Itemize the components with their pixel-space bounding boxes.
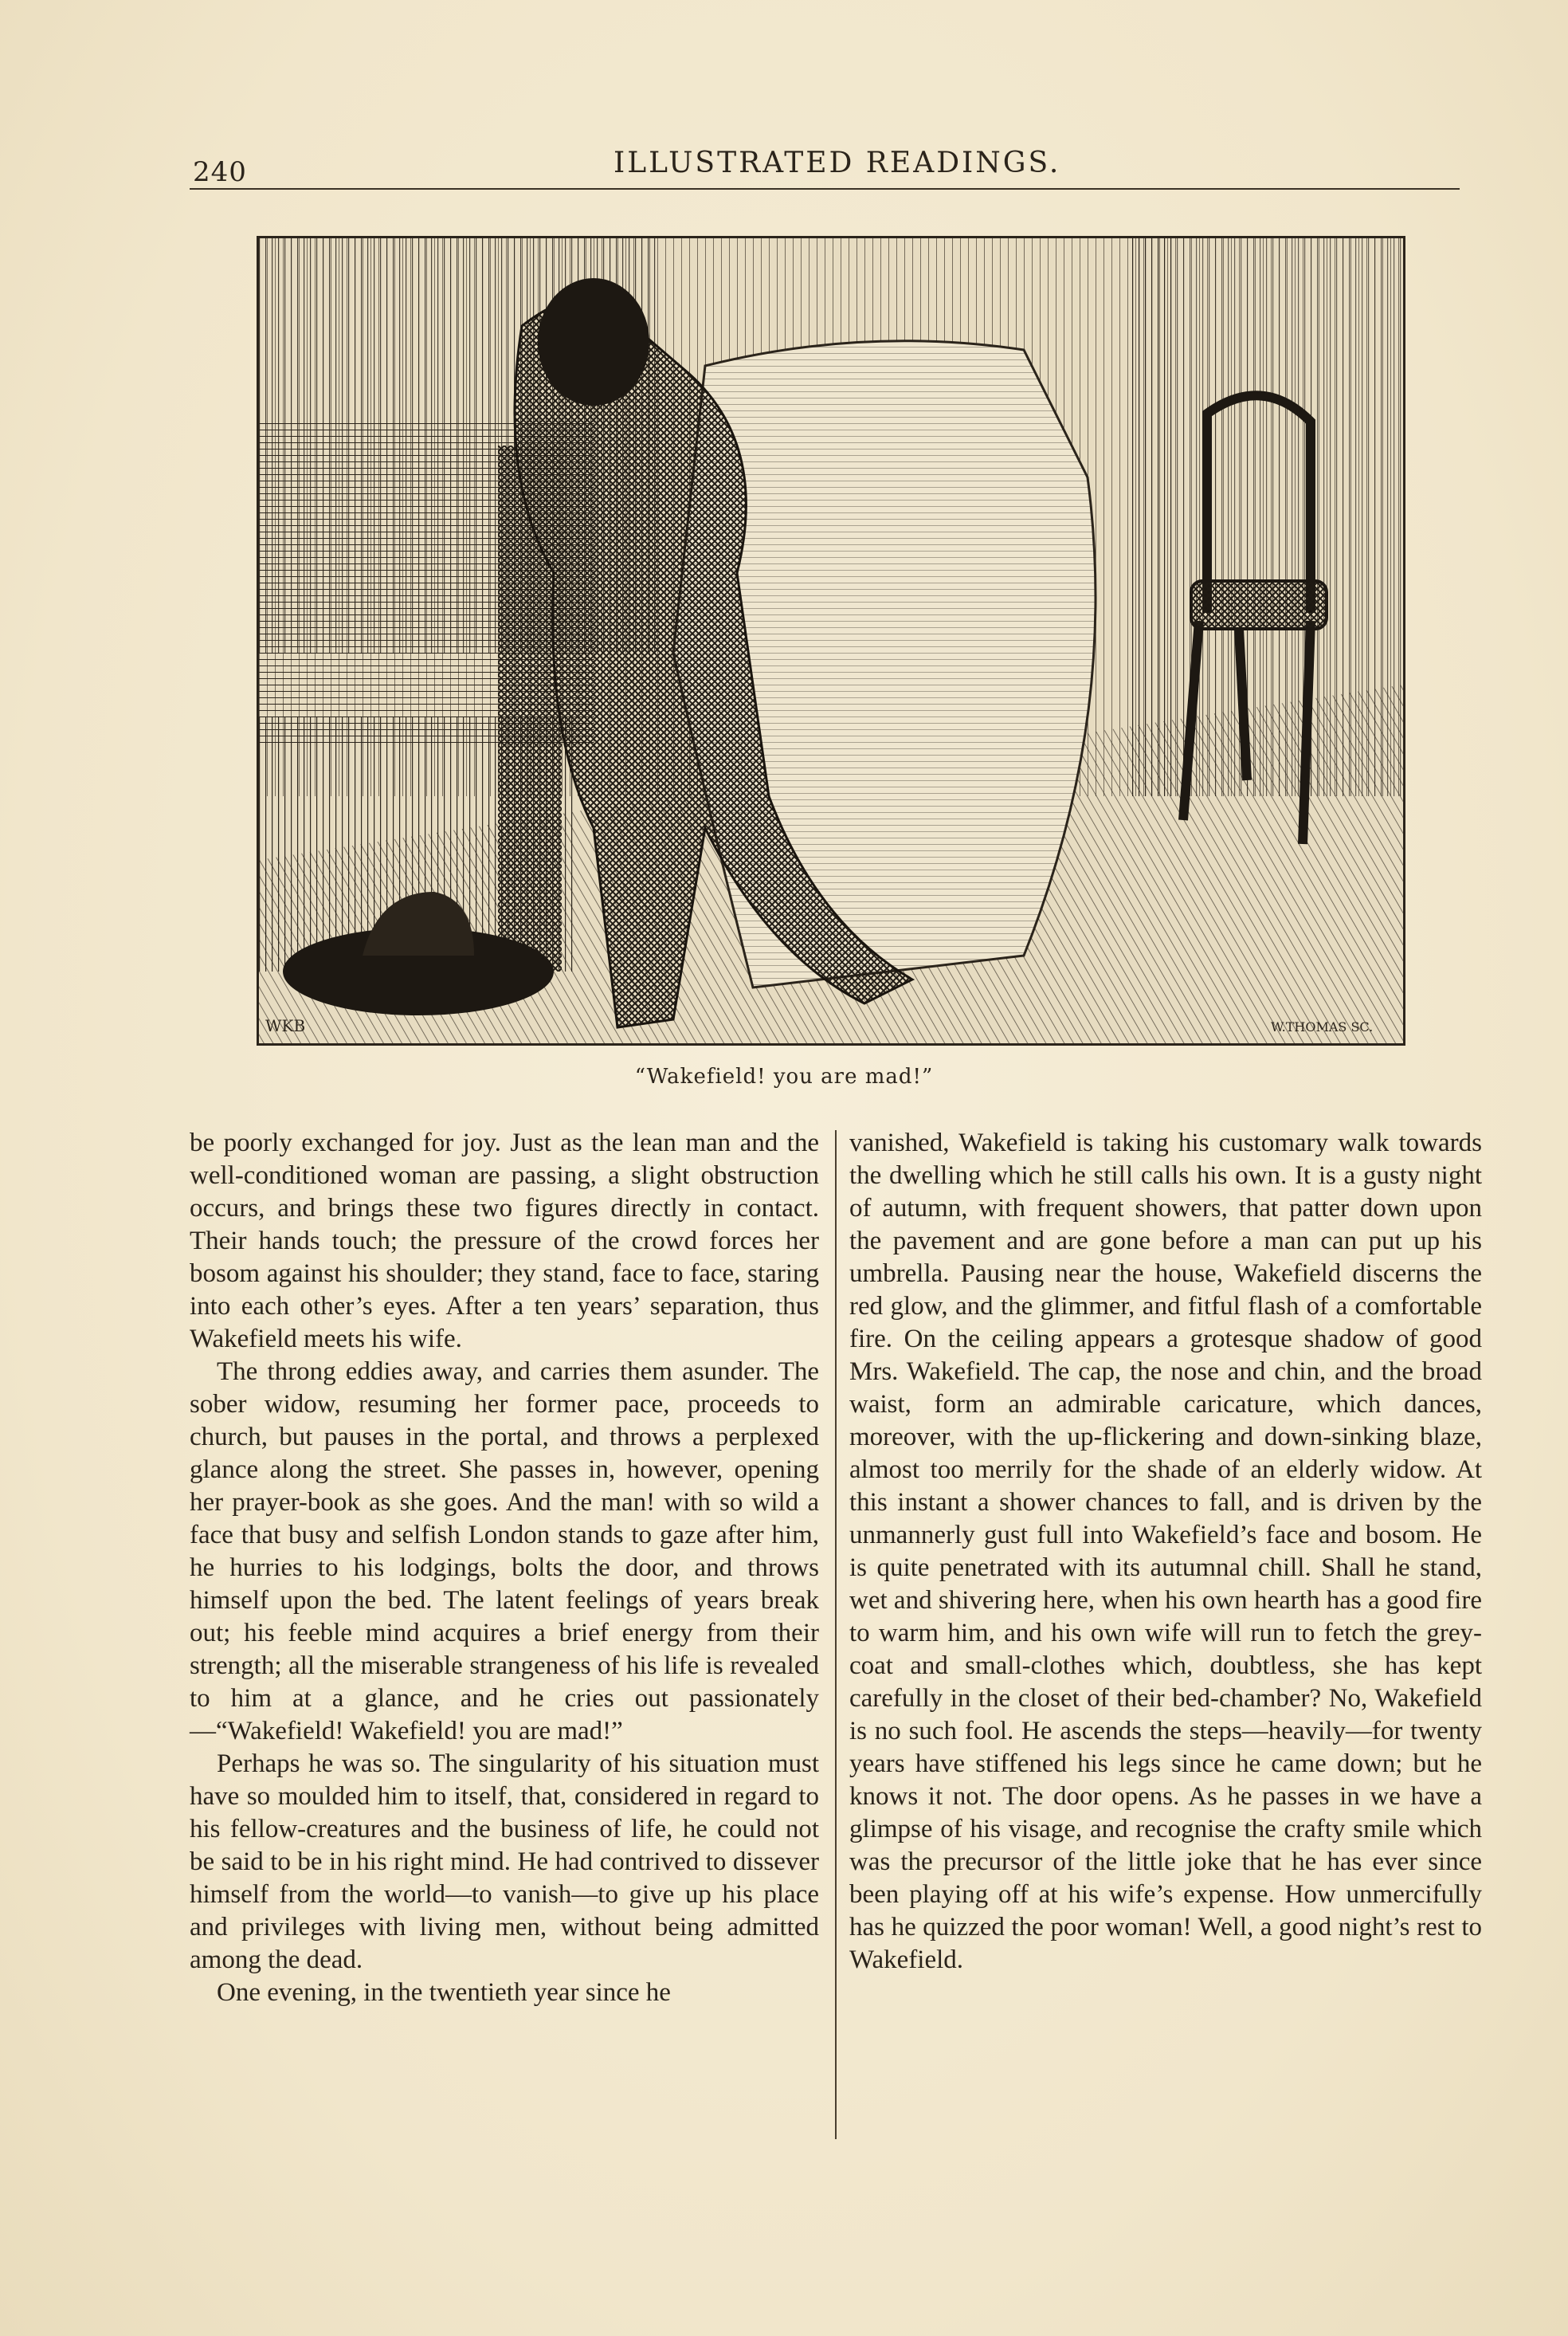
paragraph: One evening, in the twentieth year since he bbox=[217, 1978, 671, 2007]
column-rule bbox=[835, 1130, 837, 2139]
engraver-signature-right: W.THOMAS SC. bbox=[1271, 1019, 1374, 1035]
header-rule bbox=[190, 188, 1460, 190]
engraver-signature-left: WKB bbox=[265, 1016, 306, 1035]
illustration-caption: “Wakefield! you are mad!” bbox=[634, 1065, 934, 1089]
paragraph: vanished, Wakefield is taking his customary walk towards the dwelling which he still calls his own. It is a gusty night of autumn, with frequent showers, that patter down upon the pavement and are gone before a man can put up his umbrella. Pausing near the house, Wakefield discerns the red glow, and the glimmer, and fitful flash of a comfortable fire. On the ceiling appears a grotesque shadow of good Mrs. Wakefield. The cap, the nose and chin, and the broad waist, form an admirable caricature, which dances, moreover, with the up-flickering and down-sinking blaze, almost too merrily for the shade of an elderly widow. At this instant a shower chances to fall, and is driven by the unmannerly gust full into Wakefield’s face and bosom. He is quite penetrated with its autumnal chill. Shall he stand, wet and shivering here, when his own hearth has a good fire to warm him, and his own wife will run to fetch the grey-coat and small-clothes which, doubtless, she has kept carefully in the closet of their bed-chamber? No, Wakefield is no such fool. He ascends the steps—heavily—for twenty years have stiffened his legs since he came down; but he knows it not. The door opens. As he passes in we have a glimpse of his visage, and recognise the crafty smile which was the precursor of the little joke that he has ever since been playing off at his wife’s expense. How unmercifully has he quizzed the poor woman! Well, a good night’s rest to Wakefield. bbox=[849, 1129, 1482, 1974]
text-column-left bbox=[190, 1127, 819, 2009]
paragraph: The throng eddies away, and carries them asunder. The sober widow, resuming her former pace, proceeds to church, but pauses in the portal, and throws a perplexed glance along the street. She passes in, however, opening her prayer-book as she goes. And the man! with so wild a face that busy and selfish London stands to gaze after him, he hurries to his lodgings, bolts the door, and throws himself upon the bed. The latent feelings of years break out; his feeble mind acquires a brief energy from their strength; all the miserable strangeness of his life is revealed to him at a glance, and he cries out passionately—“Wakefield! Wakefield! you are mad!” bbox=[190, 1357, 819, 1745]
running-title: ILLUSTRATED READINGS. bbox=[613, 147, 1061, 179]
paragraph: be poorly exchanged for joy. Just as the lean man and the well-conditioned woman are passing, a slight obstruction occurs, and brings these two figures directly in contact. Their hands touch; the pressure of the crowd forces her bosom against his shoulder; they stand, face to face, staring into each other’s eyes. After a ten years’ separation, thus Wakefield meets his wife. bbox=[190, 1129, 819, 1353]
page-number: 240 bbox=[193, 156, 247, 188]
doorframe bbox=[1127, 238, 1175, 796]
engraving-illustration bbox=[257, 236, 1405, 1046]
paragraph: Perhaps he was so. The singularity of his situation must have so moulded him to itself, that, considered in regard to his fellow-creatures and the business of life, he could not be said to be in his right mind. He had contrived to dissever himself from the world—to vanish—to give up his place and privileges with living men, without being admitted among the dead. bbox=[190, 1749, 819, 1974]
text-column-right bbox=[849, 1127, 1482, 1977]
chair-seat bbox=[1191, 581, 1327, 629]
man-head bbox=[538, 278, 649, 406]
engraving-drawing bbox=[259, 238, 1403, 1043]
